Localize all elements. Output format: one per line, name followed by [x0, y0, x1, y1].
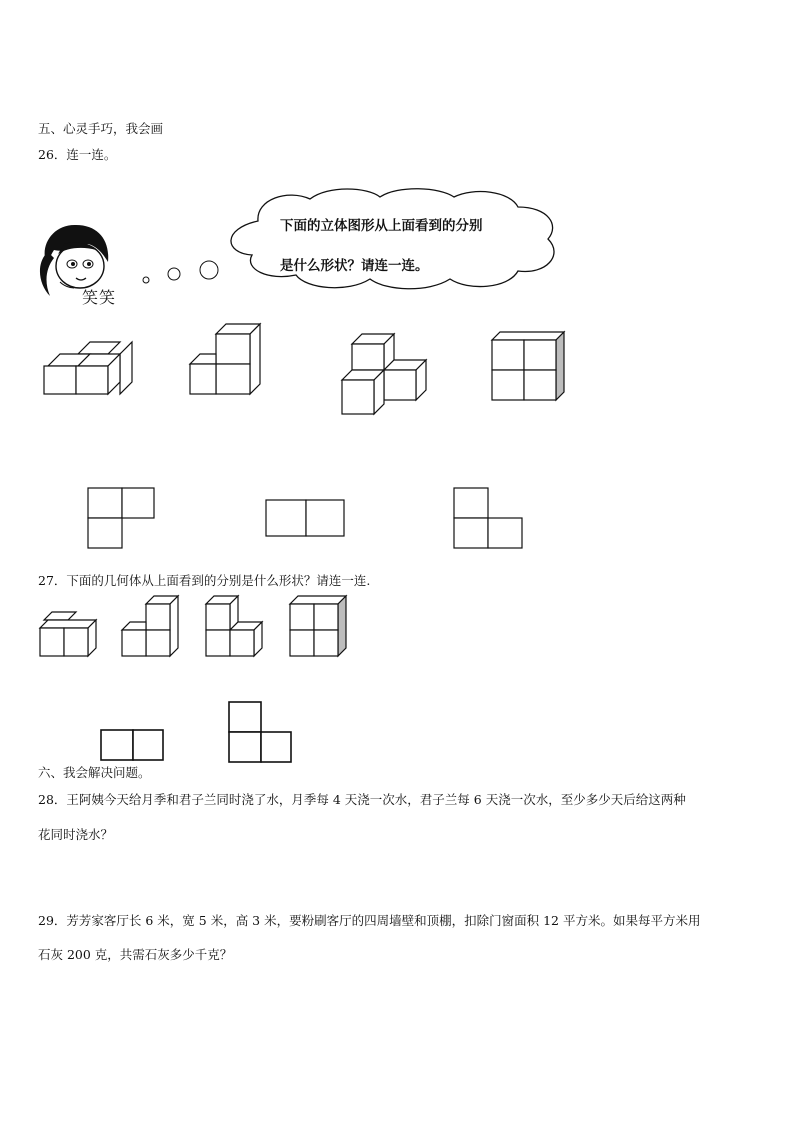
question-29-line-2: 石灰 200 克，共需石灰多少千克？ — [38, 947, 233, 962]
character-name-label: 笑笑 — [82, 288, 117, 307]
section-6-heading: 六、我会解决问题。 — [38, 765, 151, 780]
question-27-label: 27．下面的几何体从上面看到的分别是什么形状？请连一连. — [38, 573, 371, 588]
q26-solid-3 — [338, 330, 430, 418]
q26-solid-4 — [490, 330, 570, 404]
girl-ponytail — [40, 252, 54, 296]
q26-view-option-2 — [264, 498, 348, 540]
question-29-line-1: 29．芳芳家客厅长 6 米，宽 5 米，高 3 米，要粉刷客厅的四周墙壁和顶棚，扣除门窗面积 12 平方米。如果每平方米用 — [38, 913, 701, 928]
q27-solid-3 — [204, 594, 270, 658]
bubble-text-line-2: 是什么形状？请连一连。 — [280, 258, 429, 274]
q26-view-option-3 — [452, 486, 526, 552]
question-28-line-1: 28．王阿姨今天给月季和君子兰同时浇了水，月季每 4 天浇一次水，君子兰每 6 天浇一次水，至少多少天后给这两种 — [38, 792, 686, 807]
bubble-text-line-1: 下面的立体图形从上面看到的分别 — [280, 218, 483, 234]
question-26-label: 26．连一连。 — [38, 147, 117, 162]
q27-solid-1 — [36, 610, 102, 658]
question-28-line-2: 花同时浇水？ — [38, 827, 114, 842]
q26-solid-2 — [186, 320, 270, 398]
q26-view-option-1 — [86, 486, 158, 552]
section-5-heading: 五、心灵手巧，我会画 — [38, 121, 164, 136]
q27-solid-2 — [120, 594, 186, 658]
q27-view-option-1 — [99, 728, 167, 764]
q27-solid-4 — [288, 594, 354, 658]
thought-bubble-cloud — [218, 185, 563, 293]
thought-bubble-dots — [140, 255, 222, 285]
q27-view-option-2 — [227, 700, 295, 764]
q26-solid-1 — [40, 336, 136, 398]
